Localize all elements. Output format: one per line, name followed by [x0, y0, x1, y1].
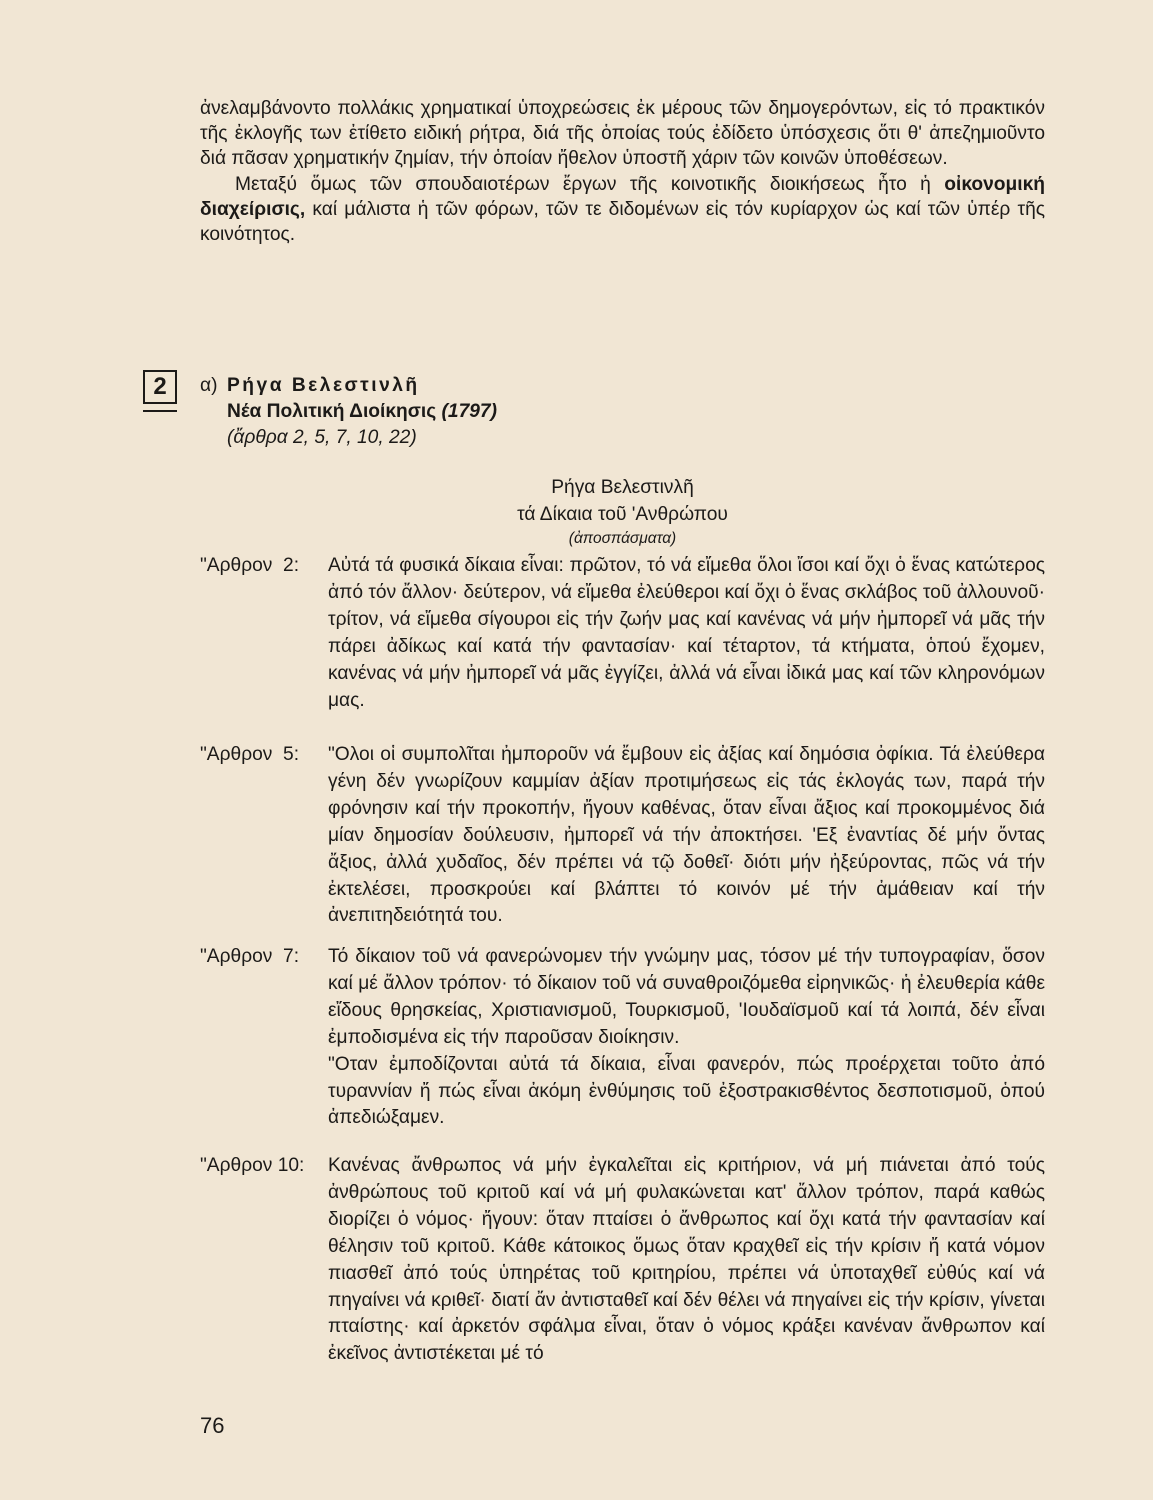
- intro-paragraph-2: [200, 172, 1045, 248]
- page-number: 76: [200, 1413, 225, 1438]
- article-7: [200, 944, 1045, 1132]
- source-author: Ρήγα Βελεστινλῆ: [227, 375, 420, 396]
- intro-text: [200, 96, 1045, 247]
- article-paragraph: "Οταν ἐμποδίζονται αὐτά τά δίκαια, εἶναι φανερόν, πώς προέρχεται τοῦτο ἀπό τυραννίαν ἤ πώς εἶναι ἀκόμη ἐνθύμησις τοῦ ἐξοστρακισθέντος δεσποτισμοῦ, ὁπού ἀπεδιώξαμεν.: [328, 1053, 1045, 1129]
- article-paragraph: Κανένας ἄνθρωπος νά μήν ἐγκαλεῖται εἰς κριτήριον, νά μή πιάνεται ἀπό τούς ἀνθρώπους τοῦ κριτοῦ καί νά μή φυλακώνεται κατ' ἄλλον τρόπον, παρά καθώς διορίζει ὁ νόμος· ἤγουν: ὅταν πταίσει ὁ ἄνθρωπος καί ὄχι κατά τήν φαντασίαν καί θέλησιν τοῦ κριτοῦ. Κάθε κάτοικος ὅμως ὅταν κραχθεῖ εἰς τήν κρίσιν ἤ κατά νόμον πιασθεῖ ἀπό τούς ὑπηρέτας τοῦ κριτηρίου, πρέπει νά ὑποταχθεῖ εὐθύς καί νά πηγαίνει νά κριθεῖ· διατί ἄν ἀντισταθεῖ καί δέν θέλει νά πηγαίνει εἰς τήν κρίσιν, γίνεται πταίστης· καί ἀρκετόν σφάλμα εἶναι, ὅταν ὁ νόμος κράξει κανέναν ἄνθρωπον καί ἐκεῖνος ἀντιστέκεται μέ τό: [328, 1155, 1045, 1365]
- source-citation: [200, 373, 497, 451]
- intro-p2-bold: οἰκονομική διαχείρισις,: [200, 173, 1045, 220]
- article-body: [328, 944, 1045, 1132]
- source-work: Νέα Πολιτική Διοίκησις: [227, 401, 437, 422]
- article-label: "Αρθρον 5:: [200, 744, 300, 765]
- source-letter: α): [200, 375, 218, 396]
- article-2: [200, 553, 1045, 714]
- heading-title: τά Δίκαια τοῦ 'Ανθρώπου: [517, 504, 728, 525]
- source-year: (1797): [441, 401, 497, 422]
- heading-author: Ρήγα Βελεστινλῆ: [551, 477, 694, 498]
- article-label: "Αρθρον 10:: [200, 1155, 305, 1176]
- article-paragraph: Αὐτά τά φυσικά δίκαια εἶναι: πρῶτον, τό νά εἴμεθα ὅλοι ἴσοι καί ὄχι ὁ ἕνας κατώτερος ἀπό τόν ἄλλον· δεύτερον, νά εἴμεθα ἐλεύθεροι καί ὄχι ὁ ἕνας σκλάβος τοῦ ἀλλουνοῦ· τρίτον, νά εἴμεθα σίγουροι εἰς τήν ζωήν μας καί κανένας νά μήν ἠμπορεῖ νά μᾶς τήν πάρει ἀδίκως καί κατά τήν φαντασίαν· καί τέταρτον, τά κτήματα, ὁπού ἔχομεν, κανένας νά μήν ἠμπορεῖ νά μᾶς ἐγγίζει, ἀλλά νά εἶναι ἰδικά μας καί τῶν κληρονόμων μας.: [328, 555, 1045, 711]
- source-articles: (ἄρθρα 2, 5, 7, 10, 22): [227, 427, 417, 448]
- document-heading: [200, 474, 1045, 550]
- heading-subtitle: (ἀποσπάσματα): [568, 530, 677, 547]
- intro-p2-start: Μεταξύ ὅμως τῶν σπουδαιοτέρων ἔργων τῆς κοινοτικῆς διοικήσεως ἦτο ἡ: [235, 173, 931, 195]
- article-body: [328, 742, 1045, 930]
- source-number-underline: [143, 410, 177, 412]
- article-body: [328, 553, 1045, 714]
- article-10: [200, 1153, 1045, 1368]
- article-label: "Αρθρον 2:: [200, 555, 300, 576]
- source-line-author: [200, 373, 497, 399]
- article-label: "Αρθρον 7:: [200, 946, 300, 967]
- source-line-work: [200, 399, 497, 425]
- article-5: [200, 742, 1045, 930]
- intro-paragraph-1: ἀνελαμβάνοντο πολλάκις χρηματικαί ὑποχρεώσεις ἐκ μέρους τῶν δημογερόντων, εἰς τό πρακτικόν τῆς ἐκλογῆς των ἐτίθετο ειδική ρήτρα, διά τῆς ὁποίας τούς ἐδίδετο ὑπόσχεσις ὅτι θ' ἀπεζημιοῦντο διά πᾶσαν χρηματικήν ζημίαν, τήν ὁποίαν ἤθελον ὑποστῆ χάριν τῶν κοινῶν ὑποθέσεων.: [200, 98, 1045, 170]
- article-body: [328, 1153, 1045, 1368]
- article-paragraph: "Ολοι οἱ συμπολῖται ἠμποροῦν νά ἔμβουν εἰς ἀξίας καί δημόσια ὀφίκια. Τά ἐλεύθερα γένη δέν γνωρίζουν καμμίαν ἀξίαν προτιμήσεως εἰς τάς ἐκλογάς των, παρά τήν φρόνησιν καί τήν προκοπήν, ἤγουν καθένας, ὅταν εἶναι ἄξιος καί προκομμένος διά μίαν δημοσίαν δούλευσιν, ἠμπορεῖ νά τήν ἀποκτήσει. 'Εξ ἐναντίας δέ μήν ὄντας ἄξιος, ἀλλά χυδαῖος, δέν πρέπει νά τῷ δοθεῖ· διότι μήν ἠξεύροντας, πῶς νά τήν ἐκτελέσει, προσκρούει καί βλάπτει τό κοινόν μέ τήν ἀμάθειαν καί τήν ἀνεπιτηδειότητά του.: [328, 744, 1045, 927]
- intro-p2-end: καί μάλιστα ἡ τῶν φόρων, τῶν τε διδομένων εἰς τόν κυρίαρχον ὡς καί τῶν ὑπέρ τῆς κοινότητος.: [200, 198, 1045, 246]
- article-paragraph: Τό δίκαιον τοῦ νά φανερώνομεν τήν γνώμην μας, τόσον μέ τήν τυπογραφίαν, ὅσον καί μέ ἄλλον τρόπον· τό δίκαιον τοῦ νά συναθροιζόμεθα εἰρηνικῶς· ἡ ἐλευθερία κάθε εἴδους θρησκείας, Χριστιανισμοῦ, Τουρκισμοῦ, 'Ιουδαϊσμοῦ καί τά λοιπά, δέν εἶναι ἐμποδισμένα εἰς τήν παροῦσαν διοίκησιν.: [328, 946, 1045, 1048]
- source-number-box: 2: [143, 370, 177, 404]
